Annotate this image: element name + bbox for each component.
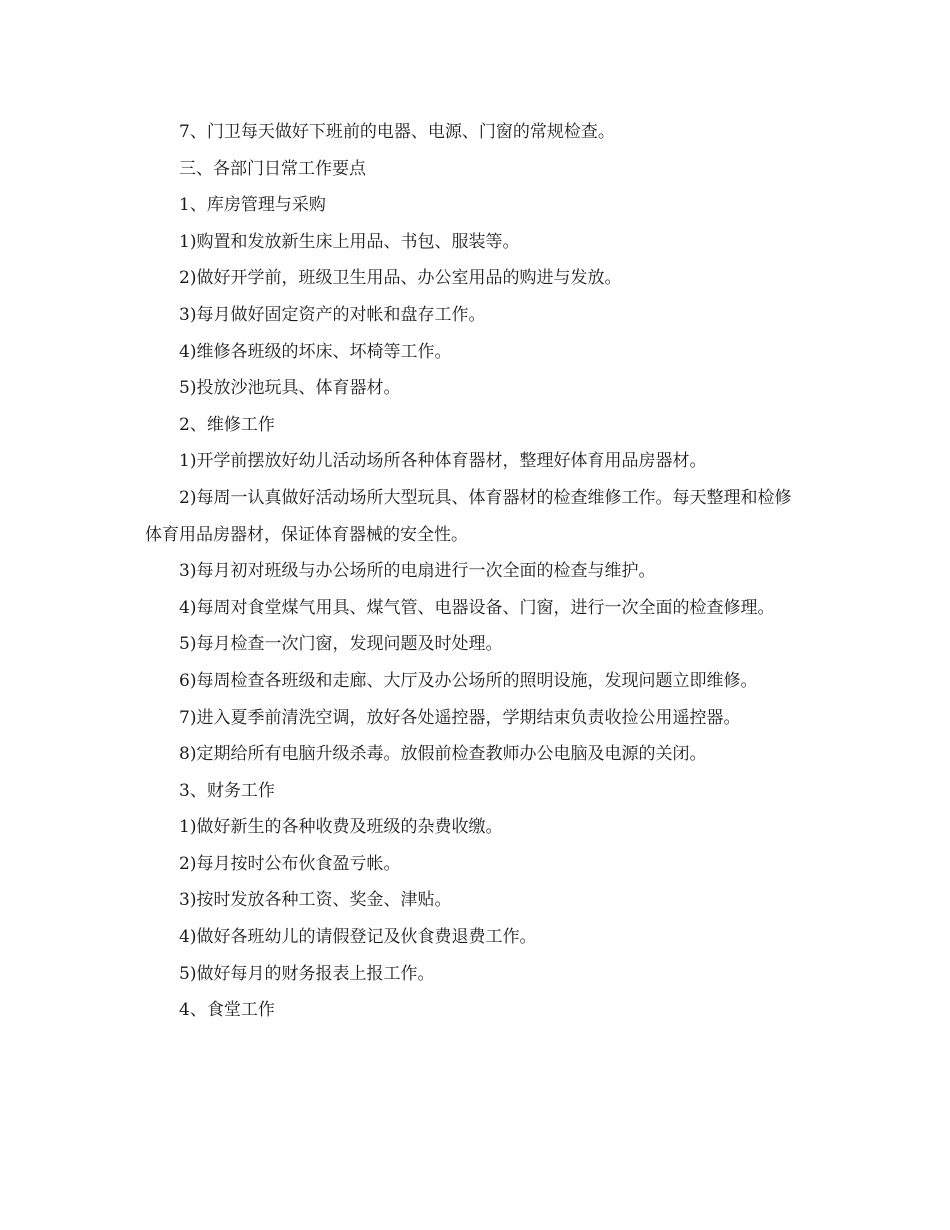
subheading-warehouse: 1、库房管理与采购 [179, 195, 326, 216]
paragraph-item: 5)每月检查一次门窗，发现问题及时处理。 [179, 634, 503, 655]
section-heading-department-duties: 三、各部门日常工作要点 [179, 158, 366, 179]
paragraph-item: 3)每月初对班级与办公场所的电扇进行一次全面的检查与维护。 [179, 561, 656, 582]
subheading-finance: 3、财务工作 [179, 780, 275, 801]
paragraph-item: 3)按时发放各种工资、奖金、津贴。 [179, 890, 452, 911]
subheading-maintenance: 2、维修工作 [179, 414, 275, 435]
paragraph-gatekeeper-check: 7、门卫每天做好下班前的电器、电源、门窗的常规检查。 [179, 122, 615, 142]
paragraph-item: 1)开学前摆放好幼儿活动场所各种体育器材，整理好体育用品房器材。 [179, 451, 707, 472]
paragraph-item: 3)每月做好固定资产的对帐和盘存工作。 [179, 304, 486, 325]
subheading-canteen: 4、食堂工作 [179, 1000, 275, 1021]
paragraph-item: 4)维修各班级的坏床、坏椅等工作。 [179, 341, 452, 362]
paragraph-item: 6)每周检查各班级和走廊、大厅及办公场所的照明设施，发现问题立即维修。 [179, 670, 758, 691]
paragraph-item: 2)每周一认真做好活动场所大型玩具、体育器材的检查维修工作。每天整理和检修体育用品房器材，保证体育器械的安全性。 [145, 487, 792, 545]
paragraph-item: 1)购置和发放新生床上用品、书包、服装等。 [179, 231, 520, 252]
paragraph-item: 2)做好开学前，班级卫生用品、办公室用品的购进与发放。 [179, 268, 622, 289]
paragraph-item: 5)做好每月的财务报表上报工作。 [179, 963, 435, 984]
paragraph-item: 8)定期给所有电脑升级杀毒。放假前检查教师办公电脑及电源的关闭。 [179, 744, 707, 765]
paragraph-item: 1)做好新生的各种收费及班级的杂费收缴。 [179, 817, 503, 838]
paragraph-item: 7)进入夏季前清洗空调，放好各处遥控器，学期结束负责收捡公用遥控器。 [179, 707, 741, 728]
paragraph-item: 5)投放沙池玩具、体育器材。 [179, 378, 401, 399]
paragraph-item: 4)每周对食堂煤气用具、煤气管、电器设备、门窗，进行一次全面的检查修理。 [179, 597, 775, 618]
paragraph-item: 4)做好各班幼儿的请假登记及伙食费退费工作。 [179, 927, 537, 948]
document-body [145, 114, 805, 1029]
paragraph-item: 2)每月按时公布伙食盈亏帐。 [179, 853, 401, 874]
